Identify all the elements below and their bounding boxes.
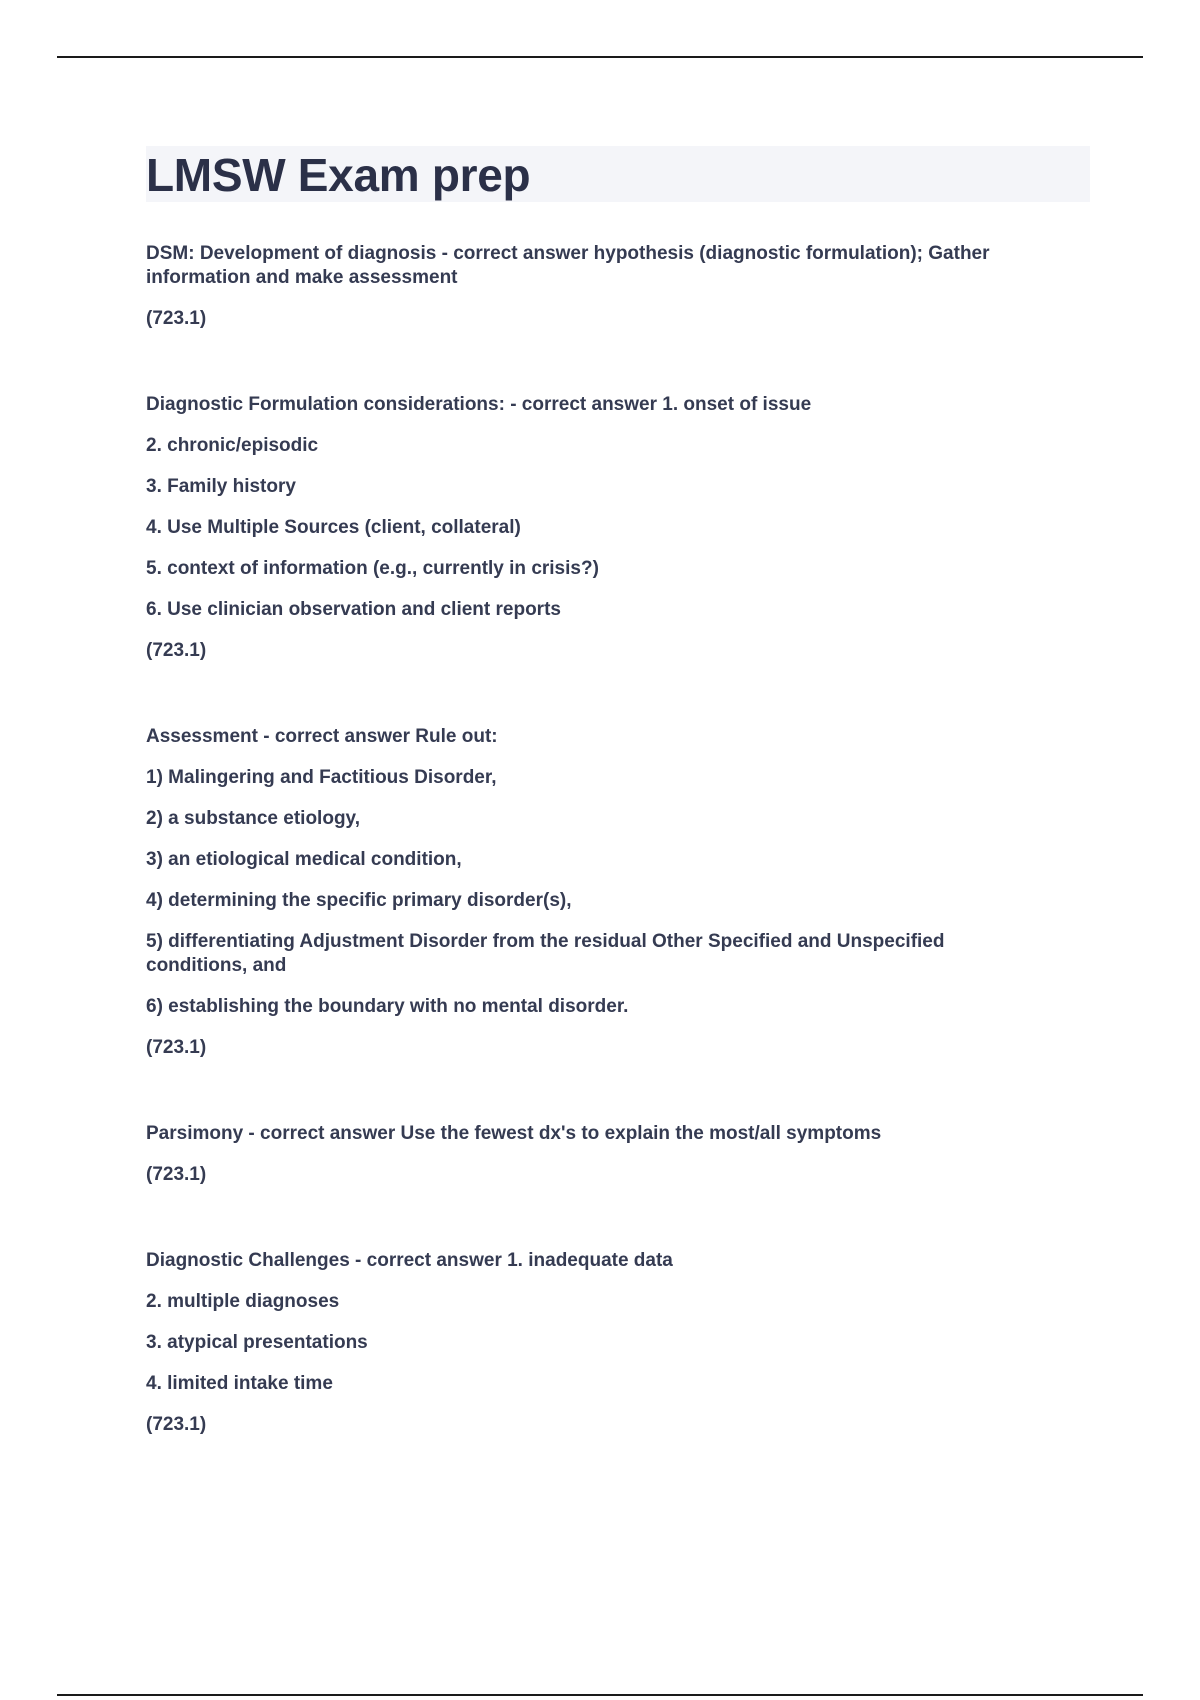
flashcard-answer-line: 2) a substance etiology, [146, 808, 360, 829]
flashcard-answer-line: 4. limited intake time [146, 1373, 333, 1394]
flashcard-term: DSM: Development of diagnosis - correct answer hypothesis (diagnostic formulation); Gather information and make assessment [146, 243, 990, 288]
bottom-divider [57, 1694, 1143, 1696]
flashcard-term: Diagnostic Formulation considerations: - correct answer 1. onset of issue [146, 394, 812, 415]
page-title: LMSW Exam prep [146, 149, 531, 201]
flashcard-reference: (723.1) [146, 1414, 207, 1435]
flashcard-answer-line: 5) differentiating Adjustment Disorder from the residual Other Specified and Unspecified conditions, and [146, 931, 945, 976]
flashcard-term: Assessment - correct answer Rule out: [146, 726, 498, 747]
flashcard-answer-line: 5. context of information (e.g., currently in crisis?) [146, 558, 599, 579]
flashcard-answer-line: 6) establishing the boundary with no mental disorder. [146, 996, 629, 1017]
flashcard-term: Parsimony - correct answer Use the fewest dx's to explain the most/all symptoms [146, 1123, 882, 1144]
flashcard [146, 1249, 1090, 1437]
flashcard-answer-line: 2. multiple diagnoses [146, 1291, 340, 1312]
top-divider [57, 56, 1143, 58]
document-content [146, 146, 1090, 1499]
flashcard-answer-line: 1) Malingering and Factitious Disorder, [146, 767, 497, 788]
title-band [146, 146, 1090, 202]
flashcard-reference: (723.1) [146, 1037, 207, 1058]
flashcard-reference: (723.1) [146, 640, 207, 661]
flashcard-answer-line: 6. Use clinician observation and client reports [146, 599, 561, 620]
flashcard [146, 393, 1090, 663]
flashcard-answer-line: 4. Use Multiple Sources (client, collateral) [146, 517, 521, 538]
flashcard-answer-line: 2. chronic/episodic [146, 435, 319, 456]
flashcard-answer-line: 3) an etiological medical condition, [146, 849, 462, 870]
flashcard-answer-line: 3. atypical presentations [146, 1332, 368, 1353]
flashcard-answer-line: 3. Family history [146, 476, 296, 497]
flashcard-reference: (723.1) [146, 308, 207, 329]
flashcard-term: Diagnostic Challenges - correct answer 1. inadequate data [146, 1250, 673, 1271]
flashcard-list [146, 242, 1090, 1437]
flashcard-reference: (723.1) [146, 1164, 207, 1185]
flashcard [146, 1122, 1090, 1187]
flashcard [146, 242, 1090, 331]
flashcard-answer-line: 4) determining the specific primary disorder(s), [146, 890, 572, 911]
flashcard [146, 725, 1090, 1060]
